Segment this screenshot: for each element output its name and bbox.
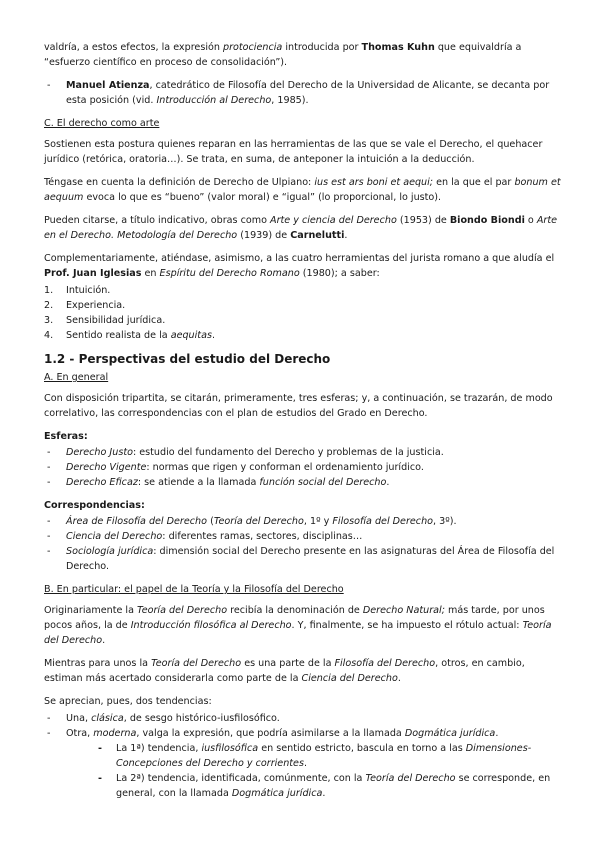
paragraph: Originariamente la Teoría del Derecho recibía la denominación de Derecho Natural; más tarde, por unos pocos años, la de Introducción filosófica al Derecho. Y, finalmente, se ha impuesto el rótulo actual: Teoría del Derecho. xyxy=(44,605,552,646)
list-item: - Sociología jurídica: dimensión social del Derecho presente en las asignaturas del Área de Filosofía del Derecho. xyxy=(44,544,564,574)
paragraph: Mientras para unos la Teoría del Derecho es una parte de la Filosofía del Derecho, otros, en cambio, estiman más acertado considerarla como parte de la Ciencia del Derecho. xyxy=(44,658,525,684)
intro-list xyxy=(44,78,564,108)
paragraph: Sostienen esta postura quienes reparan en las herramientas de las que se vale el Derecho, el quehacer jurídico (retórica, oratoria…). Se trata, en suma, de anteponer la intuición a la deducción. xyxy=(44,139,543,165)
list-item: 3. Sensibilidad jurídica. xyxy=(44,315,166,326)
list-item: - La 1ª) tendencia, iusfilosófica en sentido estricto, bascula en torno a las Dimensiones-Concepciones del Derecho y corrientes. xyxy=(66,741,564,771)
paragraph: Se aprecian, pues, dos tendencias: xyxy=(44,696,212,707)
correspondencias-list xyxy=(44,514,564,574)
list-item: 1. Intuición. xyxy=(44,285,111,296)
esferas-label: Esferas: xyxy=(44,431,88,442)
paragraph: Pueden citarse, a título indicativo, obras como Arte y ciencia del Derecho (1953) de Biondo Biondi o Arte en el Derecho. Metodología del Derecho (1939) de Carnelutti. xyxy=(44,215,558,241)
tendencias-list xyxy=(44,711,564,801)
esferas-list xyxy=(44,445,564,490)
list-item: 4. Sentido realista de la aequitas. xyxy=(44,330,216,341)
list-item: - Ciencia del Derecho: diferentes ramas, sectores, disciplinas… xyxy=(44,529,564,544)
list-item: - Derecho Vigente: normas que rigen y conforman el ordenamiento jurídico. xyxy=(44,460,564,475)
list-item: - Manuel Atienza, catedrático de Filosofía del Derecho de la Universidad de Alicante, se decanta por esta posición (vid. Introducción al Derecho, 1985). xyxy=(44,78,564,108)
paragraph: Complementariamente, atiéndase, asimismo, a las cuatro herramientas del jurista romano a que aludía el Prof. Juan Iglesias en Espíritu del Derecho Romano (1980); a saber: xyxy=(44,253,555,279)
tools-list xyxy=(44,283,564,343)
list-item: - Derecho Eficaz: se atiende a la llamada función social del Derecho. xyxy=(44,475,564,490)
section-c-title: C. El derecho como arte xyxy=(44,118,160,129)
tendencias-sublist xyxy=(66,741,564,801)
list-item: - Área de Filosofía del Derecho (Teoría del Derecho, 1º y Filosofía del Derecho, 3º). xyxy=(44,514,564,529)
subsection-a-title: A. En general xyxy=(44,372,109,383)
subsection-b-title: B. En particular: el papel de la Teoría y la Filosofía del Derecho xyxy=(44,584,344,595)
list-item: - Otra, moderna, valga la expresión, que podría asimilarse a la llamada Dogmática jurídica. - La 1ª) tendencia, iusfilosófica en sentido estricto, bascula en torno a las Dimensiones-Concepciones del Derecho y corrientes. - La 2ª) tendencia, identificada, comúnmente, con la Teoría del Derecho se corresponde, en general, con la llamada Dogmática jurídica. xyxy=(44,726,564,801)
intro-paragraph: valdría, a estos efectos, la expresión protociencia introducida por Thomas Kuhn que equivaldría a “esfuerzo científico en proceso de consolidación”). xyxy=(44,42,522,68)
correspondencias-label: Correspondencias: xyxy=(44,500,145,511)
list-item: - La 2ª) tendencia, identificada, comúnmente, con la Teoría del Derecho se corresponde, en general, con la llamada Dogmática jurídica. xyxy=(66,771,564,801)
list-item: 2. Experiencia. xyxy=(44,300,126,311)
paragraph: Con disposición tripartita, se citarán, primeramente, tres esferas; y, a continuación, se trazarán, de modo correlativo, las correspondencias con el plan de estudios del Grado en Derecho. xyxy=(44,393,553,419)
list-item: - Una, clásica, de sesgo histórico-iusfilosófico. xyxy=(44,711,564,726)
paragraph: Téngase en cuenta la definición de Derecho de Ulpiano: ius est ars boni et aequi; en la que el par bonum et aequum evoca lo que es “bueno” (valor moral) e “igual” (lo proporcional, lo justo). xyxy=(44,177,561,203)
list-item: - Derecho Justo: estudio del fundamento del Derecho y problemas de la justicia. xyxy=(44,445,564,460)
document-page xyxy=(44,40,564,809)
section-heading: 1.2 - Perspectivas del estudio del Derecho xyxy=(44,352,331,366)
